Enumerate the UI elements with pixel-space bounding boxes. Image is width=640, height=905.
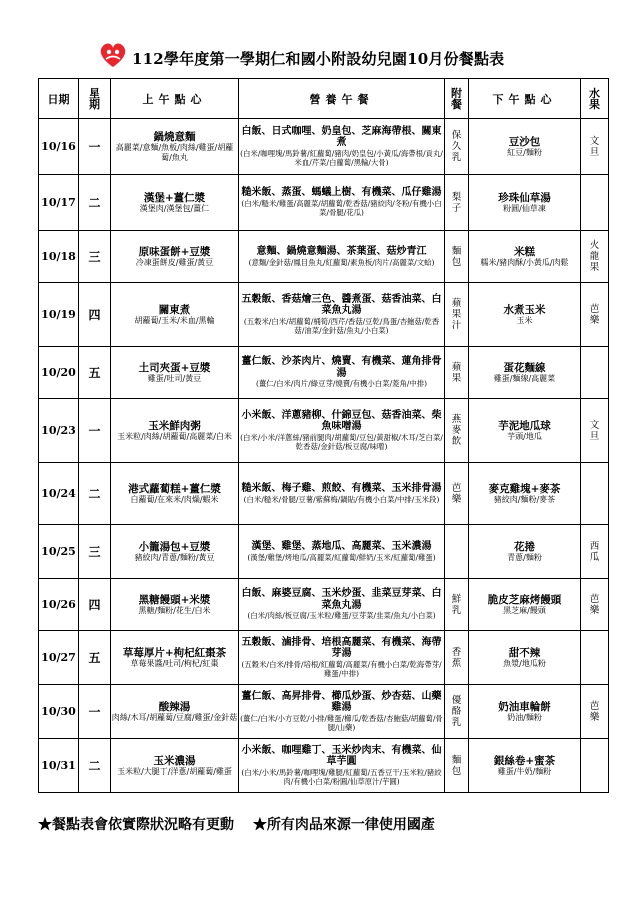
date-cell: 10/31 [39,739,79,793]
table-row [39,231,609,283]
lunch-ingredients: (白米/小米/馬鈴薯/咖哩塊/雞腿/紅蘿蔔/五香豆干/玉米粒/豬絞肉/有機小白菜/粉圓/仙草原汁/芋圓) [241,767,442,786]
am-snack-cell [111,525,239,579]
pm-snack-ingredients: 玉米 [516,315,533,325]
fruit-item: 火龍果 [589,240,600,273]
lunch-cell [239,347,445,399]
pm-snack-cell [469,399,581,463]
am-snack-cell [111,685,239,739]
side-item: 麵包 [451,245,462,268]
fruit-item: 芭樂 [589,700,600,723]
am-snack-ingredients: 胡蘿蔔/玉米/米血/黑輪 [134,315,215,325]
lunch-ingredients: (白米/小米/洋蔥絲/豬前腿肉/胡蘿蔔/豆包/黃甜椒/木耳/芝白菜/乾香菇/金針菇/板豆腐/味噌) [240,432,443,451]
pm-snack-name: 麥克雞塊+麥茶 [488,482,561,495]
side-cell [445,399,469,463]
am-snack-ingredients: 白蘿蔔/在來米/肉燥/蝦米 [130,494,219,504]
pm-snack-cell [469,347,581,399]
pm-snack-cell [469,631,581,685]
pm-snack-cell [469,119,581,175]
lunch-cell [239,119,445,175]
pm-snack-name: 甜不辣 [508,646,541,659]
lunch-cell [239,175,445,231]
weekday-cell: 二 [79,463,111,525]
lunch-ingredients: (白米/肉絲/板豆腐/玉米粒/雞蛋/豆芽菜/韭菜/魚丸/小白菜) [247,611,436,621]
am-snack-cell [111,631,239,685]
lunch-ingredients: (白米/糙米/骨腿/豆薯/紫蘇梅/鍋貼/有機小白菜/中排/玉米段) [243,494,440,504]
am-snack-name: 鍋燒意麵 [153,130,196,143]
fruit-item: 文旦 [589,419,600,442]
side-cell [445,463,469,525]
lunch-ingredients: (薑仁/白米/小方豆乾/小排/雞蛋/櫛瓜/乾香菇/杏鮑菇/胡蘿蔔/骨腿/山藥) [240,713,443,732]
side-item: 鮮乳 [451,593,462,616]
side-cell [445,119,469,175]
col-weekday: 星期 [79,79,111,119]
am-snack-name: 小籠湯包+豆漿 [138,540,211,553]
am-snack-name: 黑糖饅頭+米漿 [138,593,211,606]
school-logo [96,40,130,70]
weekday-cell: 四 [79,283,111,347]
am-snack-name: 原味蛋餅+豆漿 [138,245,211,258]
pm-snack-ingredients: 黑芝麻/饅頭 [503,605,546,615]
side-item: 麵包 [451,754,462,777]
table-row [39,463,609,525]
lunch-ingredients: (意麵/金針菇/鳳目魚丸/紅蘿蔔/素魚板/肉片/高麗菜/文蛤) [248,257,435,267]
am-snack-ingredients: 肉絲/木耳/胡蘿蔔/豆腐/雞蛋/金針菇 [111,712,238,722]
fruit-cell [581,175,609,231]
fruit-cell [581,685,609,739]
pm-snack-name: 銀絲卷+蜜茶 [493,754,556,767]
lunch-cell [239,463,445,525]
am-snack-ingredients: 豬絞肉/青蔥/麵粉/黃豆 [134,552,215,562]
lunch-dishes: 小米飯、咖哩雞丁、玉米炒肉末、有機菜、仙草芋圓 [241,744,442,768]
fruit-cell [581,525,609,579]
fruit-cell [581,283,609,347]
lunch-ingredients: (白米/咖哩塊/馬鈴薯/紅蘿蔔/豬肉/奶皇包/小黃瓜/海帶根/貢丸/米血/芹菜/白蘿蔔/黑輪/大骨) [240,148,443,167]
pm-snack-name: 水煮玉米 [503,303,546,316]
lunch-cell [239,525,445,579]
table-row [39,399,609,463]
pm-snack-cell [469,283,581,347]
col-lunch: 營養午餐 [239,79,445,119]
am-snack-cell [111,231,239,283]
lunch-dishes: 薑仁飯、高昇排骨、櫛瓜炒蛋、炒杏菇、山藥雞湯 [241,690,442,714]
side-item: 蘋果 [451,361,462,384]
am-snack-name: 酸辣湯 [158,700,191,713]
date-cell: 10/19 [39,283,79,347]
fruit-item: 芭樂 [589,593,600,616]
am-snack-name: 土司夾蛋+豆漿 [138,361,211,374]
am-snack-name: 港式蘿蔔糕+薑仁漿 [128,482,221,495]
lunch-dishes: 意麵、鍋燒意麵湯、茶葉蛋、菇炒青江 [256,246,427,258]
date-cell: 10/16 [39,119,79,175]
am-snack-name: 玉米鮮肉粥 [148,419,201,432]
lunch-ingredients: (白米/糙米/雞蛋/高麗菜/胡蘿蔔/乾香菇/豬絞肉/冬粉/有機小白菜/骨腿/花瓜) [241,198,442,218]
weekday-cell: 三 [79,525,111,579]
table-row [39,119,609,175]
lunch-dishes: 小米飯、洋蔥豬柳、什錦豆包、菇香油菜、柴魚味噌湯 [241,409,442,433]
table-row [39,739,609,793]
date-cell: 10/30 [39,685,79,739]
header-row [39,79,609,119]
am-snack-name: 關東煮 [158,303,191,316]
am-snack-ingredients: 草莓果醬/吐司/枸杞/紅棗 [130,658,219,668]
am-snack-ingredients: 漢堡肉/漢堡包/薑仁 [139,203,210,213]
lunch-dishes: 薑仁飯、沙茶肉片、燒賣、有機菜、蓮角排骨湯 [241,356,442,379]
pm-snack-ingredients: 豬絞肉/麵粉/麥茶 [493,494,556,504]
am-snack-name: 玉米濃湯 [153,754,196,767]
pm-snack-name: 米糕 [514,245,535,258]
am-snack-cell [111,283,239,347]
table-row [39,347,609,399]
pm-snack-ingredients: 雞蛋/牛奶/麵粉 [497,766,552,776]
pm-snack-ingredients: 魚漿/地瓜粉 [503,658,546,668]
fruit-cell [581,399,609,463]
date-cell: 10/25 [39,525,79,579]
lunch-cell [239,579,445,631]
pm-snack-cell [469,579,581,631]
pm-snack-cell [469,685,581,739]
weekday-cell: 二 [79,739,111,793]
pm-snack-ingredients: 青蔥/麵粉 [507,552,542,562]
lunch-dishes: 糙米飯、梅子雞、煎餃、有機菜、玉米排骨湯 [241,483,442,495]
pm-snack-name: 脆皮芝麻烤饅頭 [487,593,562,606]
weekday-cell: 五 [79,631,111,685]
footer-note-1: ★餐點表會依實際狀況略有更動 [38,817,234,833]
pm-snack-ingredients: 芋頭/地瓜 [507,431,542,441]
lunch-dishes: 五穀飯、香菇燴三色、醬煮蛋、菇香油菜、白菜魚丸湯 [241,293,442,317]
side-cell [445,579,469,631]
side-cell [445,175,469,231]
col-am-snack: 上午點心 [111,79,239,119]
fruit-cell [581,119,609,175]
side-cell [445,231,469,283]
table-row [39,631,609,685]
footer-note-2: ★所有肉品來源一律使用國產 [252,817,435,833]
weekday-cell: 一 [79,399,111,463]
weekday-cell: 三 [79,231,111,283]
col-side: 附餐 [445,79,469,119]
side-item: 蘋果汁 [451,298,462,331]
date-cell: 10/17 [39,175,79,231]
am-snack-cell [111,579,239,631]
pm-snack-name: 芋泥地瓜球 [498,419,551,432]
lunch-ingredients: (薑仁/白米/肉片/綠豆芽/燒賣/有機小白菜/菱角/中排) [255,379,427,389]
side-item: 保久乳 [451,130,462,163]
lunch-ingredients: (漢堡/雞堡/烤地瓜/高麗菜/紅蘿蔔/鮮奶/玉米/紅蘿蔔/雞蛋) [247,552,436,562]
fruit-cell [581,631,609,685]
date-cell: 10/23 [39,399,79,463]
pm-snack-cell [469,463,581,525]
am-snack-cell [111,463,239,525]
lunch-ingredients: (五穀米/白米/排骨/培根/紅蘿蔔/高麗菜/有機小白菜/乾海帶芽/雞蛋/中排) [241,659,442,678]
date-cell: 10/18 [39,231,79,283]
lunch-cell [239,685,445,739]
table-row [39,685,609,739]
fruit-item: 西瓜 [589,540,600,563]
fruit-cell [581,579,609,631]
side-cell [445,347,469,399]
am-snack-cell [111,175,239,231]
col-fruit: 水果 [581,79,609,119]
weekday-cell: 一 [79,685,111,739]
side-item: 梨子 [451,191,462,214]
fruit-cell [581,463,609,525]
date-cell: 10/20 [39,347,79,399]
pm-snack-ingredients: 糯米/豬肉酥/小黃瓜/肉鬆 [480,257,569,267]
am-snack-ingredients: 玉米粒/肉絲/胡蘿蔔/高麗菜/白米 [117,431,232,441]
side-cell [445,283,469,347]
lunch-dishes: 漢堡、雞堡、蒸地瓜、高麗菜、玉米濃湯 [251,541,432,553]
am-snack-cell [111,347,239,399]
pm-snack-name: 奶油車輪餅 [498,700,551,713]
pm-snack-name: 豆沙包 [508,135,541,148]
weekday-cell: 一 [79,119,111,175]
pm-snack-cell [469,739,581,793]
date-cell: 10/27 [39,631,79,685]
pm-snack-cell [469,231,581,283]
side-item: 香蕉 [451,646,462,669]
weekday-cell: 五 [79,347,111,399]
date-cell: 10/24 [39,463,79,525]
pm-snack-cell [469,525,581,579]
pm-snack-name: 花捲 [514,540,535,553]
lunch-dishes: 白飯、麻婆豆腐、玉米炒蛋、韭菜豆芽菜、白菜魚丸湯 [241,588,442,611]
am-snack-name: 草莓厚片+枸杞紅棗茶 [122,646,227,659]
am-snack-ingredients: 冷凍蛋餅皮/雞蛋/黃豆 [135,257,214,267]
fruit-item: 芭樂 [589,303,600,326]
pm-snack-ingredients: 雞蛋/麵線/高麗菜 [493,373,556,383]
side-cell [445,739,469,793]
pm-snack-ingredients: 粉圓/仙草凍 [503,203,546,213]
am-snack-cell [111,739,239,793]
meal-rows [39,119,609,793]
fruit-item: 文旦 [589,135,600,158]
side-item: 燕麥飲 [451,414,462,447]
am-snack-ingredients: 玉米粒/大腿丁/洋蔥/胡蘿蔔/雞蛋 [117,766,232,776]
date-cell: 10/26 [39,579,79,631]
pm-snack-name: 珍珠仙草湯 [498,191,551,204]
fruit-cell [581,739,609,793]
side-cell [445,525,469,579]
side-cell [445,685,469,739]
table-row [39,579,609,631]
side-cell [445,631,469,685]
fruit-cell [581,231,609,283]
page-title: 112學年度第一學期仁和國小附設幼兒園10月份餐點表 [132,50,505,68]
lunch-cell [239,399,445,463]
lunch-cell [239,231,445,283]
pm-snack-cell [469,175,581,231]
lunch-dishes: 五穀飯、滷排骨、培根高麗菜、有機菜、海帶芽湯 [241,636,442,660]
table-row [39,175,609,231]
side-item: 優酪乳 [451,695,462,728]
weekday-cell: 四 [79,579,111,631]
pm-snack-ingredients: 奶油/麵粉 [507,712,542,722]
am-snack-cell [111,119,239,175]
table-row [39,525,609,579]
meal-schedule-table [38,78,609,793]
fruit-cell [581,347,609,399]
footer-notes [38,814,449,834]
am-snack-ingredients: 雞蛋/吐司/黃豆 [147,373,202,383]
col-pm-snack: 下午點心 [469,79,581,119]
table-row [39,283,609,347]
am-snack-ingredients: 高麗菜/意麵/魚板/肉絲/雞蛋/胡蘿蔔/魚丸 [115,142,234,162]
pm-snack-name: 蛋花麵線 [503,361,546,374]
pm-snack-ingredients: 紅豆/麵粉 [507,147,542,157]
lunch-dishes: 糙米飯、蒸蛋、螞蟻上樹、有機菜、瓜仔雞湯 [241,187,442,199]
weekday-cell: 二 [79,175,111,231]
lunch-cell [239,739,445,793]
lunch-cell [239,283,445,347]
lunch-ingredients: (五穀米/白米/胡蘿蔔/桶筍/西芹/香菇/豆乾/鳥蛋/杏鮑菇/乾香菇/油菜/金針菇/魚丸/小白菜) [243,316,440,335]
am-snack-name: 漢堡+薑仁漿 [143,191,206,204]
side-item: 芭樂 [451,482,462,505]
am-snack-cell [111,399,239,463]
am-snack-ingredients: 黑糖/麵粉/花生/白米 [138,605,211,615]
lunch-dishes: 白飯、日式咖哩、奶皇包、芝麻海帶根、關東煮 [241,125,442,149]
lunch-cell [239,631,445,685]
col-date: 日期 [39,79,79,119]
